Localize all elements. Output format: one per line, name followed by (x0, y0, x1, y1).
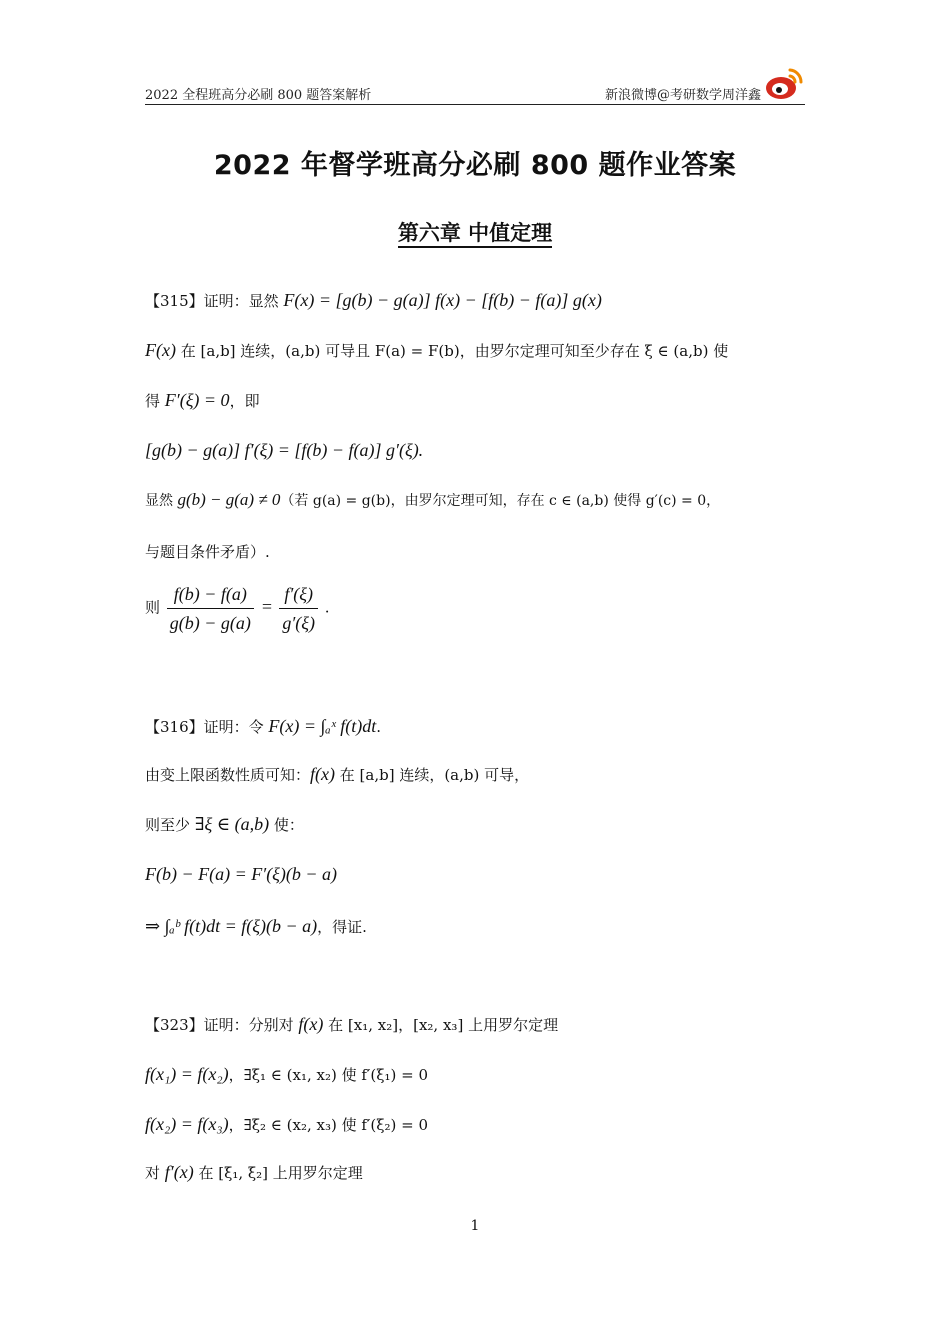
fraction-right: $\frac{f'(\xi)}{g'(\xi)}$ (279, 582, 318, 635)
page-number: 1 (470, 1218, 480, 1234)
header-right-text: 新浪微博@考研数学周洋鑫 (604, 88, 761, 103)
line-315-2: F(x) 在 [a,b] 连续，(a,b) 可导且 F(a) = F(b)，由罗尔定理可知至少存在 ξ ∈ (a,b) 使 (145, 340, 729, 360)
line-315-5: 显然 g(b) − g(a) ≠ 0（若 g(a) = g(b)，由罗尔定理可知，存在 c ∈ (a,b) 使得 g′(c) = 0， (145, 490, 721, 509)
line-316-2: 由变上限函数性质可知：f(x) 在 [a,b] 连续，(a,b) 可导， (145, 764, 530, 784)
line-316-3: 则至少 ∃ξ ∈ (a,b) 使： (145, 814, 304, 834)
document-title: 2022 年督学班高分必刷 800 题作业答案 (213, 150, 737, 181)
header-left-text: 2022 全程班高分必刷 800 题答案解析 (145, 88, 372, 103)
weibo-logo-icon (763, 66, 805, 102)
line-323-2: f(x₁) = f(x₂)，∃ξ₁ ∈ (x₁, x₂) 使 f′(ξ₁) = 0 (145, 1064, 428, 1084)
line-315-fraction: 则 $\frac{f(b) - f(a)}{g(b) - g(a)}$ = $\frac{f'(\xi)}{g'(\xi)}$ . (145, 584, 330, 633)
line-316-1: 【316】证明：令 F(x) = ∫ₐˣ f(t)dt. (145, 716, 382, 736)
line-315-3: 得 F′(ξ) = 0，即 (145, 390, 260, 410)
chapter-heading (0, 217, 950, 247)
page-header (145, 80, 805, 105)
chapter-label: 第六章 中值定理 (398, 221, 552, 248)
line-316-4: F(b) − F(a) = F′(ξ)(b − a) (145, 864, 338, 884)
line-315-6: 与题目条件矛盾）. (145, 543, 270, 561)
line-323-1: 【323】证明：分别对 f(x) 在 [x₁, x₂]，[x₂, x₃] 上用罗尔定理 (145, 1014, 559, 1034)
line-315-1: 【315】证明：显然 F(x) = [g(b) − g(a)] f(x) − [f(b) − f(a)] g(x) (145, 290, 602, 310)
line-316-5: ⇒ ∫ₐᵇ f(t)dt = f(ξ)(b − a)，得证. (145, 916, 367, 936)
line-315-4: [g(b) − g(a)] f′(ξ) = [f(b) − f(a)] g′(ξ). (145, 440, 424, 460)
line-323-3: f(x₂) = f(x₃)，∃ξ₂ ∈ (x₂, x₃) 使 f′(ξ₂) = 0 (145, 1114, 428, 1134)
fraction-left: $\frac{f(b) - f(a)}{g(b) - g(a)}$ (167, 582, 254, 635)
line-323-4: 对 f′(x) 在 [ξ₁, ξ₂] 上用罗尔定理 (145, 1162, 363, 1182)
